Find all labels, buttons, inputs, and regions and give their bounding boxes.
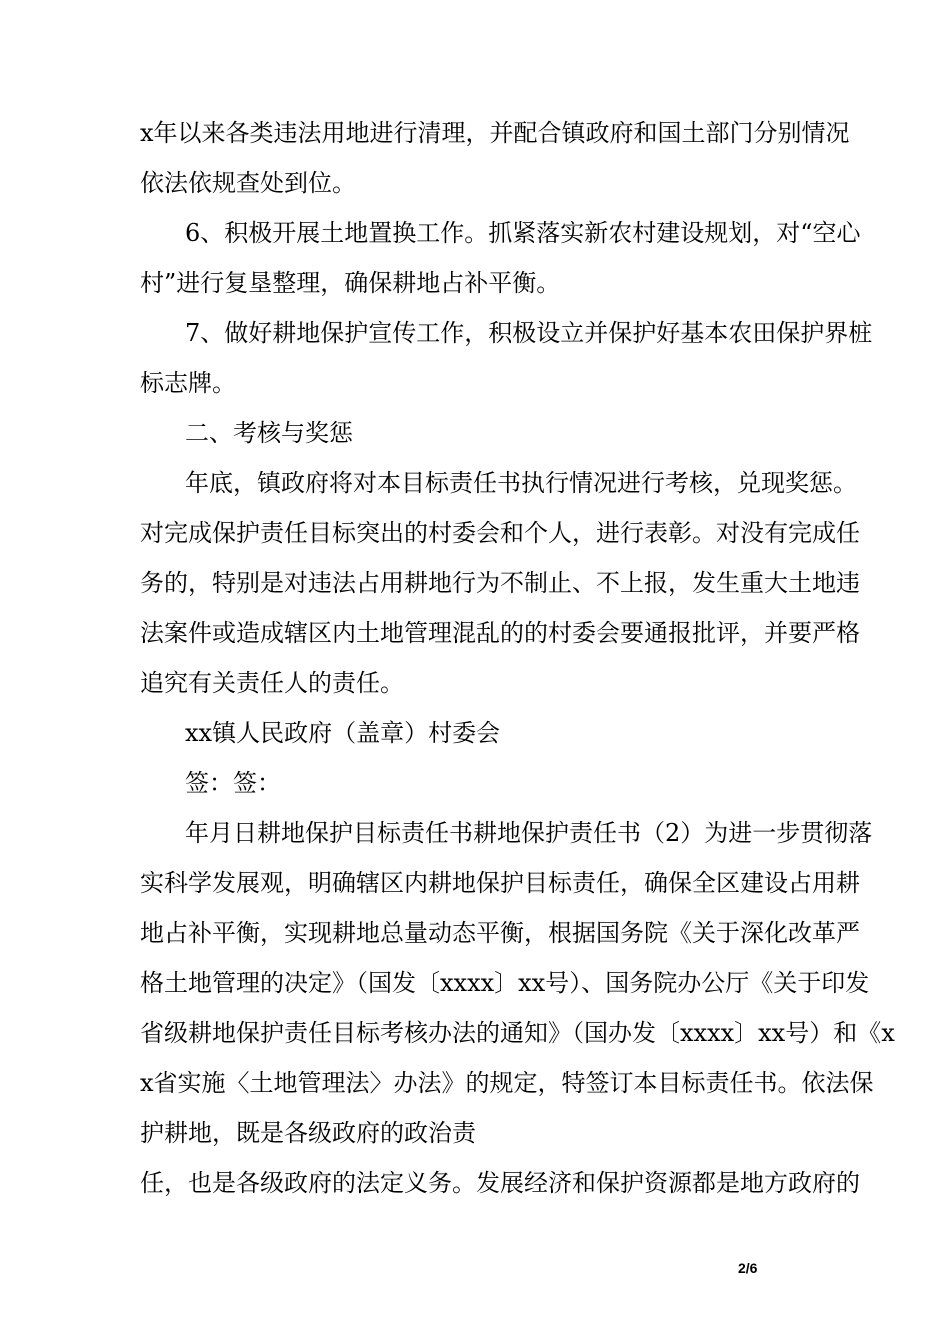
text-line: 追究有关责任人的责任。 xyxy=(140,669,404,697)
text-line: 地占补平衡，实现耕地总量动态平衡，根据国务院《关于深化改革严 xyxy=(140,919,860,947)
text-line: x省实施〈土地管理法〉办法》的规定，特签订本目标责任书。依法保 xyxy=(140,1069,874,1097)
text-line: 标志牌。 xyxy=(140,369,236,397)
section-heading: 二、考核与奖惩 xyxy=(185,419,353,447)
text-line: 省级耕地保护责任目标考核办法的通知》（国办发〔xxxx〕xx号）和《x xyxy=(140,1019,895,1047)
text-line: 6、积极开展土地置换工作。抓紧落实新农村建设规划，对“空心 xyxy=(185,219,861,247)
text-line: 务的，特别是对违法占用耕地行为不制止、不上报，发生重大土地违 xyxy=(140,569,860,597)
text-line: 实科学发展观，明确辖区内耕地保护目标责任，确保全区建设占用耕 xyxy=(140,869,860,897)
text-line: 任，也是各级政府的法定义务。发展经济和保护资源都是地方政府的 xyxy=(140,1169,860,1197)
signature-line: 签：签： xyxy=(185,769,281,797)
text-line: 村”进行复垦整理，确保耕地占补平衡。 xyxy=(140,269,561,297)
text-line: 格土地管理的决定》（国发〔xxxx〕xx号）、国务院办公厅《关于印发 xyxy=(140,969,870,997)
text-line: 依法依规查处到位。 xyxy=(140,169,356,197)
text-line: 护耕地，既是各级政府的政治责 xyxy=(140,1119,476,1147)
page-number: 2/6 xyxy=(738,1260,758,1276)
text-line: 对完成保护责任目标突出的村委会和个人，进行表彰。对没有完成任 xyxy=(140,519,860,547)
text-line: 年月日耕地保护目标责任书耕地保护责任书（2）为进一步贯彻落 xyxy=(185,819,873,847)
text-line: x年以来各类违法用地进行清理，并配合镇政府和国土部门分别情况 xyxy=(140,119,850,147)
signature-line: xx镇人民政府（盖章）村委会 xyxy=(185,719,501,747)
text-line: 法案件或造成辖区内土地管理混乱的的村委会要通报批评，并要严格 xyxy=(140,619,860,647)
text-line: 7、做好耕地保护宣传工作，积极设立并保护好基本农田保护界桩 xyxy=(185,319,873,347)
text-line: 年底，镇政府将对本目标责任书执行情况进行考核，兑现奖惩。 xyxy=(185,469,857,497)
